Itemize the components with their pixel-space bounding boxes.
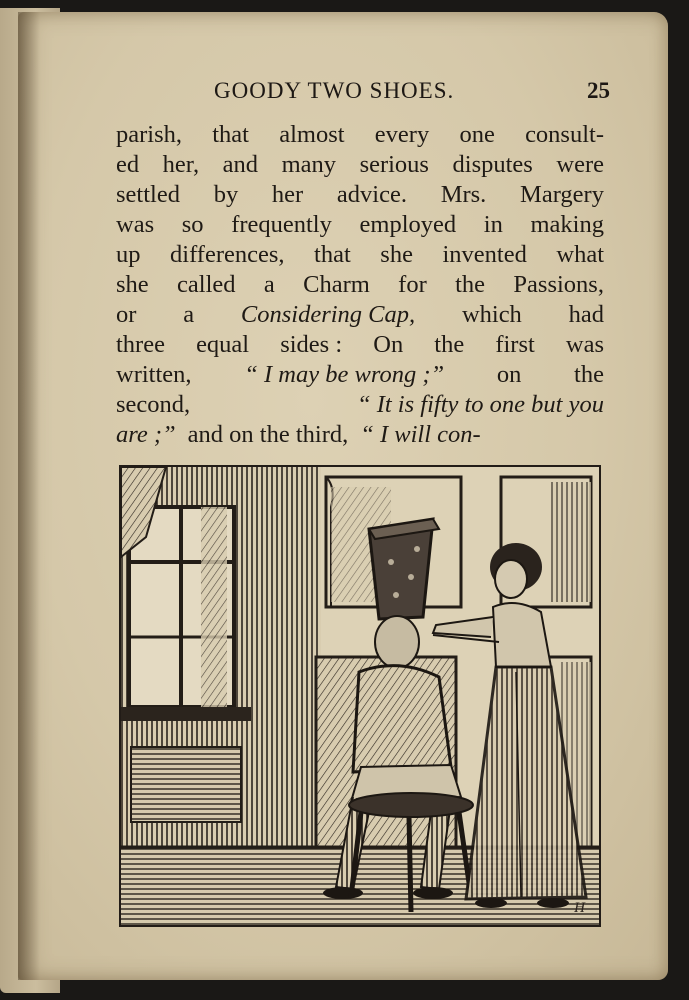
word: making <box>530 211 604 238</box>
word: was <box>565 331 604 358</box>
word: a <box>263 271 275 298</box>
word: employed <box>359 211 457 238</box>
word: by <box>213 181 239 208</box>
word: was <box>116 211 155 238</box>
italic-phrase: Considering Cap, <box>240 301 416 328</box>
word: sides : <box>280 331 343 358</box>
text-line <box>116 150 604 180</box>
text-line <box>116 420 604 450</box>
word: in <box>483 211 503 238</box>
word: on <box>496 361 522 388</box>
word: were <box>556 151 604 178</box>
word: three <box>116 331 165 358</box>
running-title: GOODY TWO SHOES. <box>214 78 455 103</box>
word: On <box>373 331 404 358</box>
word: parish, <box>116 121 182 148</box>
text-line <box>116 270 604 300</box>
word: written, <box>116 361 192 388</box>
word: Mrs. <box>440 181 487 208</box>
page-number: 25 <box>587 78 610 103</box>
woodcut-picture <box>121 467 599 925</box>
word: second, <box>116 391 191 418</box>
word: and <box>222 151 259 178</box>
word: what <box>556 241 604 268</box>
word: settled <box>116 181 180 208</box>
italic-phrase: “ I will con- <box>360 421 481 448</box>
word: or <box>116 301 137 328</box>
body-text <box>116 120 604 450</box>
word: invented <box>442 241 527 268</box>
word: a <box>183 301 195 328</box>
text-line <box>116 240 604 270</box>
word: advice. <box>336 181 407 208</box>
word: she <box>380 241 413 268</box>
word: that <box>314 241 351 268</box>
word: her, <box>162 151 200 178</box>
word: serious <box>359 151 429 178</box>
text-line <box>116 180 604 210</box>
word: one <box>459 121 495 148</box>
text-line <box>116 210 604 240</box>
word: up <box>116 241 141 268</box>
word: frequently <box>231 211 332 238</box>
text-line <box>116 300 604 330</box>
word: disputes <box>452 151 533 178</box>
word: so <box>181 211 204 238</box>
italic-phrase: “ It is fifty to one but you <box>356 391 604 418</box>
word: the <box>434 331 465 358</box>
word: Margery <box>520 181 604 208</box>
word: consult- <box>525 121 604 148</box>
word: she <box>116 271 149 298</box>
word: the <box>455 271 486 298</box>
engraver-monogram: H <box>574 900 585 916</box>
word: Charm <box>303 271 370 298</box>
word: which <box>461 301 522 328</box>
word: equal <box>196 331 250 358</box>
page-gutter-shadow <box>18 12 40 980</box>
word: and on the third, <box>187 421 349 448</box>
word: the <box>574 361 604 388</box>
text-line <box>116 120 604 150</box>
word: her <box>271 181 304 208</box>
word: had <box>568 301 604 328</box>
word: first <box>495 331 535 358</box>
word: differences, <box>170 241 285 268</box>
italic-phrase: “ I may be wrong ;” <box>244 361 445 388</box>
woodcut-illustration <box>119 465 601 927</box>
text-line <box>116 330 604 360</box>
text-line <box>116 360 604 390</box>
word: for <box>398 271 427 298</box>
italic-phrase: are ;” <box>116 421 176 448</box>
word: every <box>374 121 430 148</box>
word: many <box>281 151 337 178</box>
word: called <box>177 271 236 298</box>
text-line <box>116 390 604 420</box>
word: that <box>212 121 249 148</box>
word: ed <box>116 151 140 178</box>
page-header <box>140 76 610 110</box>
word: Passions, <box>513 271 604 298</box>
word: almost <box>279 121 345 148</box>
